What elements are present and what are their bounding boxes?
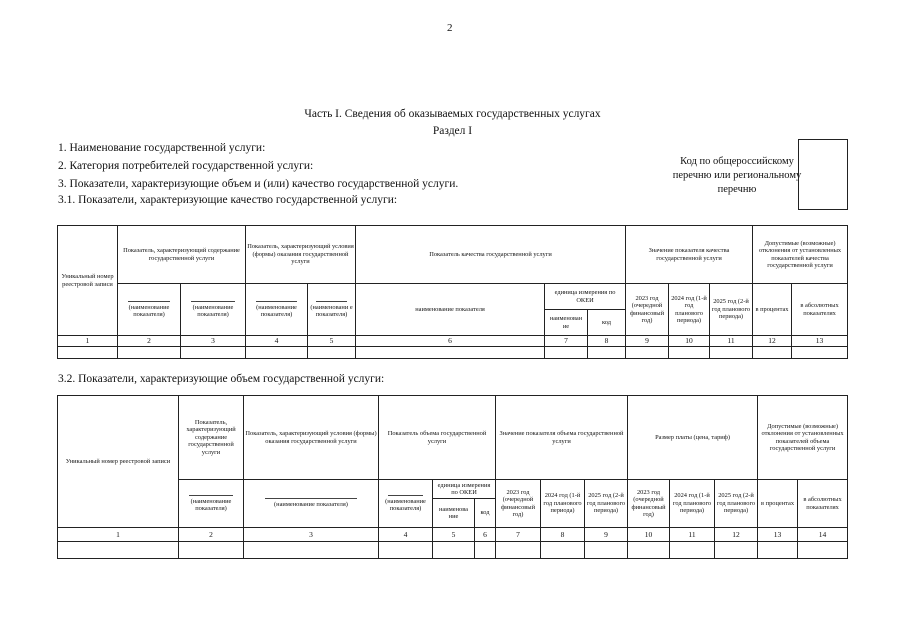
- h-volume-indicator: Показатель объема государственной услуги: [379, 396, 496, 480]
- h-fee: Размер платы (цена, тариф): [628, 396, 758, 480]
- table-cell[interactable]: [710, 347, 753, 359]
- h-quality-indicator: Показатель качества государственной услуги: [356, 226, 626, 284]
- table-row: [58, 347, 848, 359]
- sub-fee-2025: 2025 год (2-й год планового периода): [715, 480, 758, 528]
- item-indicators: 3. Показатели, характеризующие объем и (или) качество государственной услуги.: [58, 178, 459, 190]
- sub-unit-code: код: [475, 499, 496, 528]
- sub-fee-2024: 2024 год (1-й год планового периода): [670, 480, 715, 528]
- table-cell[interactable]: [798, 542, 848, 559]
- table-cell[interactable]: [118, 347, 181, 359]
- item-service-name: 1. Наименование государственной услуги:: [58, 142, 266, 154]
- table-cell[interactable]: [244, 542, 379, 559]
- sub-value-2025: 2025 год (2-й год планового периода): [585, 480, 628, 528]
- sub-fee-2023: 2023 год (очередной финансовый год): [628, 480, 670, 528]
- h-conditions-indicator: Показатель, характеризующий условия (формы) оказания государственной услуги: [246, 226, 356, 284]
- table-cell[interactable]: [356, 347, 545, 359]
- sub-unit-okei: единица измерения по ОКЕИ: [433, 480, 496, 499]
- col-num: 13: [758, 528, 798, 542]
- table-cell[interactable]: [181, 347, 246, 359]
- col-num: 3: [181, 336, 246, 347]
- sub-indicator-name: (наименование показателя): [244, 480, 379, 528]
- table-cell[interactable]: [58, 542, 179, 559]
- sub-absolute: в абсолютных показателях: [798, 480, 848, 528]
- sub-indicator-name: (наименовани е показателя): [308, 284, 356, 336]
- col-num: 6: [475, 528, 496, 542]
- volume-table: [57, 395, 848, 559]
- h-unique-number: Уникальный номер реестровой записи: [58, 396, 179, 528]
- part-title: Часть I. Сведения об оказываемых государственных услугах: [304, 108, 601, 120]
- sub-unit-name: наименова ние: [433, 499, 475, 528]
- sub-value-2023: 2023 год (очередной финансовый год): [496, 480, 541, 528]
- col-num: 10: [628, 528, 670, 542]
- table-cell[interactable]: [179, 542, 244, 559]
- sub-indicator-name: (наименование показателя): [246, 284, 308, 336]
- table-cell[interactable]: [758, 542, 798, 559]
- sub-indicator-name: (наименование показателя): [379, 480, 433, 528]
- sub-year-2025: 2025 год (2-й год планового периода): [710, 284, 753, 336]
- column-numbers-row: [58, 336, 848, 347]
- page-number: 2: [447, 22, 453, 34]
- h-volume-value: Значение показателя объема государственной услуги: [496, 396, 628, 480]
- sub-quality-indicator-name: наименование показателя: [356, 284, 545, 336]
- sub-unit-okei: единица измерения по ОКЕИ: [545, 284, 626, 310]
- col-num: 14: [798, 528, 848, 542]
- table-cell[interactable]: [715, 542, 758, 559]
- section-title: Раздел I: [432, 125, 473, 137]
- col-num: 5: [308, 336, 356, 347]
- table-cell[interactable]: [792, 347, 848, 359]
- col-num: 5: [433, 528, 475, 542]
- col-num: 3: [244, 528, 379, 542]
- col-num: 12: [753, 336, 792, 347]
- col-num: 7: [545, 336, 588, 347]
- col-num: 1: [58, 336, 118, 347]
- table-cell[interactable]: [585, 542, 628, 559]
- table-cell[interactable]: [475, 542, 496, 559]
- sub-value-2024: 2024 год (1-й год планового периода): [541, 480, 585, 528]
- sub-year-2024: 2024 год (1-й год планового периода): [669, 284, 710, 336]
- h-content-indicator: Показатель, характеризующий содержание государственной услуги: [179, 396, 244, 480]
- h-unique-number: Уникальный номер реестровой записи: [58, 226, 118, 336]
- col-num: 11: [670, 528, 715, 542]
- col-num: 12: [715, 528, 758, 542]
- item-consumer-category: 2. Категория потребителей государственной услуги:: [58, 160, 314, 172]
- col-num: 2: [179, 528, 244, 542]
- table-row: [58, 542, 848, 559]
- col-num: 9: [585, 528, 628, 542]
- table-cell[interactable]: [308, 347, 356, 359]
- table-cell[interactable]: [628, 542, 670, 559]
- col-num: 8: [588, 336, 626, 347]
- col-num: 1: [58, 528, 179, 542]
- table-cell[interactable]: [541, 542, 585, 559]
- code-box: [798, 139, 848, 210]
- sub-indicator-name: (наименование показателя): [181, 284, 246, 336]
- table-cell[interactable]: [379, 542, 433, 559]
- h-deviation: Допустимые (возможные) отклонения от установленных показателей объема государственной услуги: [758, 396, 848, 480]
- sub-absolute: в абсолютных показателях: [792, 284, 848, 336]
- item-quality-indicators: 3.1. Показатели, характеризующие качество государственной услуги:: [58, 194, 398, 206]
- table-cell[interactable]: [433, 542, 475, 559]
- table-cell[interactable]: [753, 347, 792, 359]
- h-content-indicator: Показатель, характеризующий содержание государственной услуги: [118, 226, 246, 284]
- col-num: 8: [541, 528, 585, 542]
- table-cell[interactable]: [545, 347, 588, 359]
- col-num: 10: [669, 336, 710, 347]
- sub-percent: в процентах: [758, 480, 798, 528]
- h-quality-value: Значение показателя качества государственной услуги: [626, 226, 753, 284]
- h-conditions-indicator: Показатель, характеризующий условия (формы) оказания государственной услуги: [244, 396, 379, 480]
- code-label: Код по общероссийскому перечню или региональному перечню: [672, 156, 802, 195]
- table-cell[interactable]: [58, 347, 118, 359]
- col-num: 6: [356, 336, 545, 347]
- column-numbers-row: [58, 528, 848, 542]
- col-num: 13: [792, 336, 848, 347]
- col-num: 2: [118, 336, 181, 347]
- sub-percent: в процентах: [753, 284, 792, 336]
- sub-indicator-name: (наименование показателя): [179, 480, 244, 528]
- col-num: 9: [626, 336, 669, 347]
- col-num: 4: [246, 336, 308, 347]
- quality-table: [57, 225, 848, 359]
- col-num: 4: [379, 528, 433, 542]
- col-num: 7: [496, 528, 541, 542]
- table-cell[interactable]: [588, 347, 626, 359]
- h-deviation: Допустимые (возможные) отклонения от установленных показателей качества государственной услуги: [753, 226, 848, 284]
- sub-unit-name: наименован ие: [545, 310, 588, 336]
- table-cell[interactable]: [669, 347, 710, 359]
- table-cell[interactable]: [626, 347, 669, 359]
- sub-indicator-name: (наименование показателя): [118, 284, 181, 336]
- table-cell[interactable]: [496, 542, 541, 559]
- table-cell[interactable]: [246, 347, 308, 359]
- sub-year-2023: 2023 год (очередной финансовый год): [626, 284, 669, 336]
- col-num: 11: [710, 336, 753, 347]
- table-cell[interactable]: [670, 542, 715, 559]
- sub-unit-code: код: [588, 310, 626, 336]
- item-volume-indicators: 3.2. Показатели, характеризующие объем государственной услуги:: [58, 373, 385, 385]
